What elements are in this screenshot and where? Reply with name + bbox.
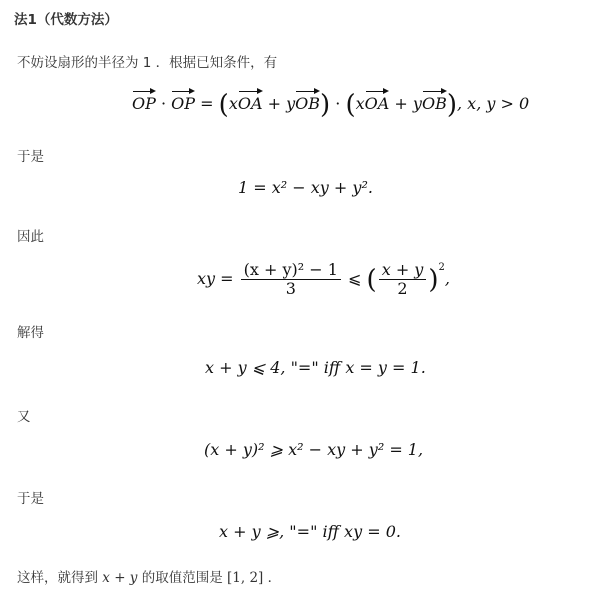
leq-sign: ⩽ [348,269,362,288]
equation-lower-bound: x + y ⩾, "=" iff xy = 0. [219,522,401,541]
equation-lower-inequality: (x + y)² ⩾ x² − xy + y² = 1, [204,440,424,459]
vector-ob-2: OB [421,94,447,113]
left-paren-2: ( [345,90,356,120]
coef-y-2: y [412,94,422,113]
equation-xy-bound [197,261,450,298]
coef-y: y [286,94,296,113]
equals-sign: = [200,94,214,113]
solve-text: 解得 [17,325,44,341]
vector-oa-2: OA [364,94,390,113]
square-exponent: 2 [438,262,445,273]
plus-sign-2: + [394,94,408,113]
fraction-2 [379,261,427,298]
coef-x-2: x [355,94,365,113]
conclusion-prefix: 这样，就得到 [17,570,98,586]
positivity-condition: , x, y > 0 [457,94,530,113]
fraction-1-denominator: 3 [285,279,296,298]
coef-x: x [228,94,238,113]
fraction-1 [241,261,341,298]
conclusion-end: ． [267,570,282,586]
right-paren-2: ) [446,90,457,120]
comma: , [444,269,450,288]
section-heading: 法1（代数方法） [14,12,118,28]
fraction-1-numerator: (x + y)² − 1 [241,261,341,280]
left-paren-3: ( [366,265,377,295]
intro-text: 不妨设扇形的半径为 1 ．根据已知条件，有 [17,55,278,71]
plus-sign: + [267,94,282,113]
conclusion-text [17,566,281,586]
vector-op-1: OP [132,94,156,113]
equation-dot-product [132,90,529,120]
vector-oa-1: OA [237,94,263,113]
conclusion-middle: 的取值范围是 [141,570,223,586]
dot-operator: · [160,94,167,113]
equation-upper-bound: x + y ⩽ 4, "=" iff x = y = 1. [205,358,426,377]
so-text-1: 于是 [17,149,44,165]
dot-operator-2: · [335,94,341,113]
right-paren-3: ) [428,265,439,295]
conclusion-range: [1, 2] [227,570,264,586]
also-text: 又 [17,409,31,425]
vector-ob-1: OB [295,94,321,113]
fraction-2-denominator: 2 [397,279,408,298]
vector-op-2: OP [171,94,196,113]
so-text-2: 于是 [17,491,44,507]
therefore-text: 因此 [17,229,44,245]
left-paren: ( [218,90,229,120]
xy-lhs: xy = [197,269,234,288]
conclusion-expression: x + y [102,570,138,586]
fraction-2-numerator: x + y [379,261,427,280]
right-paren: ) [320,90,331,120]
equation-unit-constraint: 1 = x² − xy + y². [238,178,373,197]
